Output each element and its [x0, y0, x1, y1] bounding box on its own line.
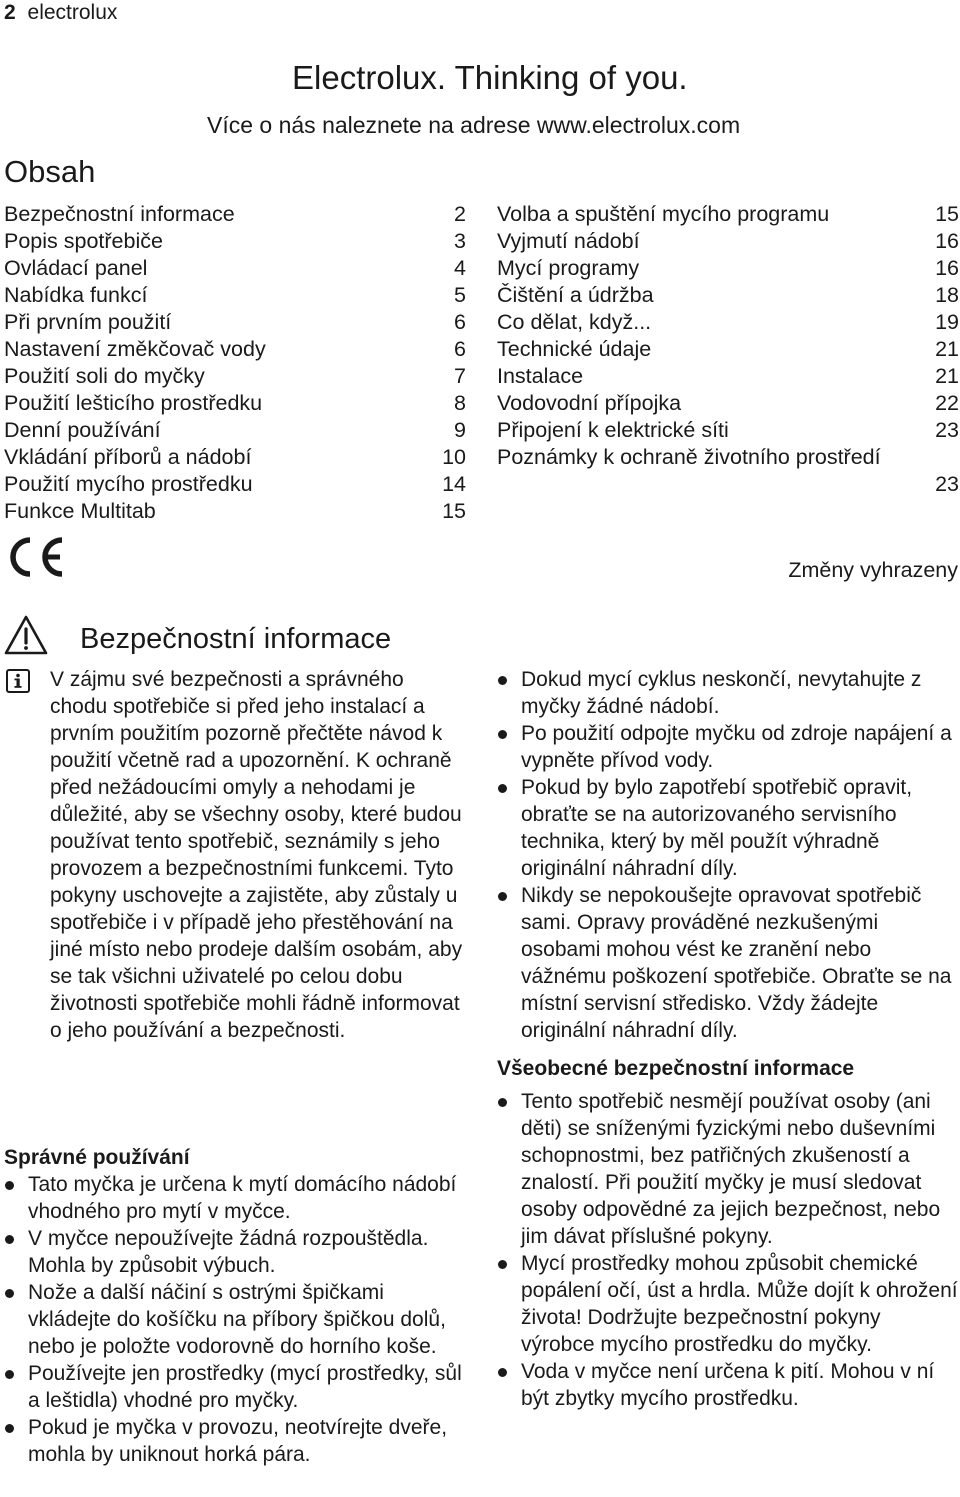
toc-entry-label: Nabídka funkcí: [4, 283, 148, 307]
toc-entry[interactable]: [497, 282, 959, 309]
toc-entry-page: 10: [442, 445, 466, 469]
list-item: Pokud je myčka v provozu, neotvírejte dveře, mohla by uniknout horká pára.: [4, 1414, 466, 1468]
toc-entry-page: 19: [935, 310, 959, 334]
proper-use-heading: Správné používání: [4, 1146, 190, 1169]
list-item: Nože a další náčiní s ostrými špičkami vkládejte do košíčku na příbory špičkou dolů, nebo je položte vodorovně do horního koše.: [4, 1279, 466, 1360]
toc-entry-page: 21: [935, 364, 959, 388]
proper-use-section: [4, 1144, 466, 1468]
toc-entry[interactable]: [4, 228, 466, 255]
toc-entry-page: 4: [454, 256, 466, 280]
list-item: Používejte jen prostředky (mycí prostředky, sůl a leštidla) vhodné pro myčky.: [4, 1360, 466, 1414]
toc-entry[interactable]: [497, 390, 959, 417]
toc-entry[interactable]: [4, 498, 466, 525]
brand-slogan: Electrolux. Thinking of you.: [292, 59, 688, 96]
toc-entry-label: Funkce Multitab: [4, 499, 156, 523]
toc-entry-label: Použití mycího prostředku: [4, 472, 253, 496]
toc-entry[interactable]: [497, 201, 959, 228]
toc-entry-label: Co dělat, když...: [497, 310, 652, 334]
toc-left-column: [4, 201, 466, 525]
list-item: Tento spotřebič nesmějí používat osoby (ani děti) se sníženými fyzickými nebo duševními schopnostmi, bez patřičných zkušeností a znalostí. Při použití myčky je musí sledovat osoby odpovědné za jejich bezpečnost, nebo jim dávat příslušné pokyny.: [497, 1088, 959, 1250]
toc-title: Obsah: [4, 154, 96, 189]
toc-entry-page: 2: [454, 202, 466, 226]
toc-entry[interactable]: [497, 363, 959, 390]
header-brand: electrolux: [27, 1, 118, 24]
info-icon: [6, 669, 30, 693]
list-item: Dokud mycí cyklus neskončí, nevytahujte z myčky žádné nádobí.: [497, 666, 959, 720]
toc-entry-page: 23: [935, 472, 959, 496]
list-item: Mycí prostředky mohou způsobit chemické popálení očí, úst a hrdla. Může dojít k ohrožení života! Dodržujte bezpečnostní pokyny výrobce mycího prostředku do myčky.: [497, 1250, 959, 1358]
toc-entry-label: Vodovodní přípojka: [497, 391, 682, 415]
toc-entry-page: 21: [935, 337, 959, 361]
toc-entry-page: 9: [454, 418, 466, 442]
toc-entry-page: 6: [454, 310, 466, 334]
toc-entry-label: Bezpečnostní informace: [4, 202, 235, 226]
toc-entry-label: Čištění a údržba: [497, 283, 654, 307]
toc-entry-label: Při prvním použití: [4, 310, 172, 334]
toc-entry[interactable]: [4, 471, 466, 498]
safety-right-list: [497, 666, 959, 1044]
list-item: V myčce nepoužívejte žádná rozpouštědla. Mohla by způsobit výbuch.: [4, 1225, 466, 1279]
toc-entry[interactable]: [4, 390, 466, 417]
toc-entry-label: Připojení k elektrické síti: [497, 418, 729, 442]
toc-entry-page: 14: [442, 472, 466, 496]
general-safety-heading: Všeobecné bezpečnostní informace: [497, 1057, 855, 1080]
toc-entry[interactable]: [4, 309, 466, 336]
toc-entry-label: Použití soli do myčky: [4, 364, 205, 388]
page-number: 2: [4, 1, 16, 24]
toc-entry-page: 5: [454, 283, 466, 307]
toc-entry-label: Volba a spuštění mycího programu: [497, 202, 830, 226]
toc-entry[interactable]: [4, 363, 466, 390]
changes-note: Změny vyhrazeny: [788, 558, 958, 582]
list-item: Tato myčka je určena k mytí domácího nádobí vhodného pro mytí v myčce.: [4, 1171, 466, 1225]
toc-entry-label: Instalace: [497, 364, 584, 388]
toc-entry-label: Použití lešticího prostředku: [4, 391, 263, 415]
page-header: [4, 0, 117, 26]
toc-entry[interactable]: [4, 417, 466, 444]
toc-entry-page: 7: [454, 364, 466, 388]
safety-section-title: Bezpečnostní informace: [80, 623, 392, 655]
toc-entry[interactable]: [497, 228, 959, 255]
toc-entry-page: 22: [935, 391, 959, 415]
toc-entry-label: Vkládání příborů a nádobí: [4, 445, 252, 469]
toc-entry-page: 15: [442, 499, 466, 523]
toc-entry-page: 18: [935, 283, 959, 307]
toc-entry-label: Technické údaje: [497, 337, 652, 361]
toc-entry-page: 16: [935, 229, 959, 253]
toc-entry-page: 16: [935, 256, 959, 280]
toc-entry[interactable]: [497, 336, 959, 363]
toc-entry-page: 15: [935, 202, 959, 226]
list-item: Pokud by bylo zapotřebí spotřebič opravit, obraťte se na autorizovaného servisního technika, který by měl použít výhradně originální náhradní díly.: [497, 774, 959, 882]
toc-entry[interactable]: [497, 255, 959, 282]
toc-entry[interactable]: [497, 309, 959, 336]
toc-entry-label: Denní používání: [4, 418, 161, 442]
toc-entry-label: Poznámky k ochraně životního prostředí: [497, 445, 881, 469]
toc-entry[interactable]: [4, 444, 466, 471]
toc-entry[interactable]: [4, 282, 466, 309]
list-item: Nikdy se nepokoušejte opravovat spotřebič sami. Opravy prováděné nezkušenými osobami mohou vést ke zranění nebo vážnému poškození spotřebiče. Obraťte se na místní servisní středisko. Vždy žádejte originální náhradní díly.: [497, 882, 959, 1044]
toc-entry-label: Vyjmutí nádobí: [497, 229, 640, 253]
toc-entry-label: Popis spotřebiče: [4, 229, 163, 253]
toc-entry[interactable]: [497, 417, 959, 444]
toc-entry[interactable]: [4, 201, 466, 228]
proper-use-list: [4, 1171, 466, 1468]
toc-entry[interactable]: [4, 255, 466, 282]
list-item: Po použití odpojte myčku od zdroje napájení a vypněte přívod vody.: [497, 720, 959, 774]
toc-entry-page: 6: [454, 337, 466, 361]
toc-entry-page: 8: [454, 391, 466, 415]
toc-entry-page: 3: [454, 229, 466, 253]
toc-entry-page: 23: [935, 418, 959, 442]
toc-entry-label: Ovládací panel: [4, 256, 148, 280]
ce-mark-icon: [4, 535, 66, 579]
toc-entry[interactable]: [4, 336, 466, 363]
toc-entry[interactable]: [497, 444, 959, 498]
general-safety-list: [497, 1088, 959, 1412]
safety-intro-paragraph: V zájmu své bezpečnosti a správného chodu spotřebiče si před jeho instalací a prvním použitím pozorně přečtěte návod k použití včetně rad a upozornění. K ochraně před nežádoucími omyly a nehodami je důležité, aby se všechny osoby, které budou používat tento spotřebič, seznámily s jeho provozem a bezpečnostními funkcemi. Tyto pokyny uschovejte a zajistěte, aby zůstaly u spotřebiče i v případě jeho přestěhování na jiné místo nebo prodeje dalším osobám, aby se tak všichni uživatelé po celou dobu životnosti spotřebiče mohli řádně informovat o jeho používání a bezpečnosti.: [50, 668, 463, 1042]
toc-entry-label: Nastavení změkčovač vody: [4, 337, 266, 361]
warning-triangle-icon: [3, 614, 49, 656]
toc-entry-label: Mycí programy: [497, 256, 640, 280]
brand-tagline: Více o nás naleznete na adrese www.electrolux.com: [207, 112, 741, 138]
list-item: Voda v myčce není určena k pití. Mohou v ní být zbytky mycího prostředku.: [497, 1358, 959, 1412]
toc-right-column: [497, 201, 959, 498]
